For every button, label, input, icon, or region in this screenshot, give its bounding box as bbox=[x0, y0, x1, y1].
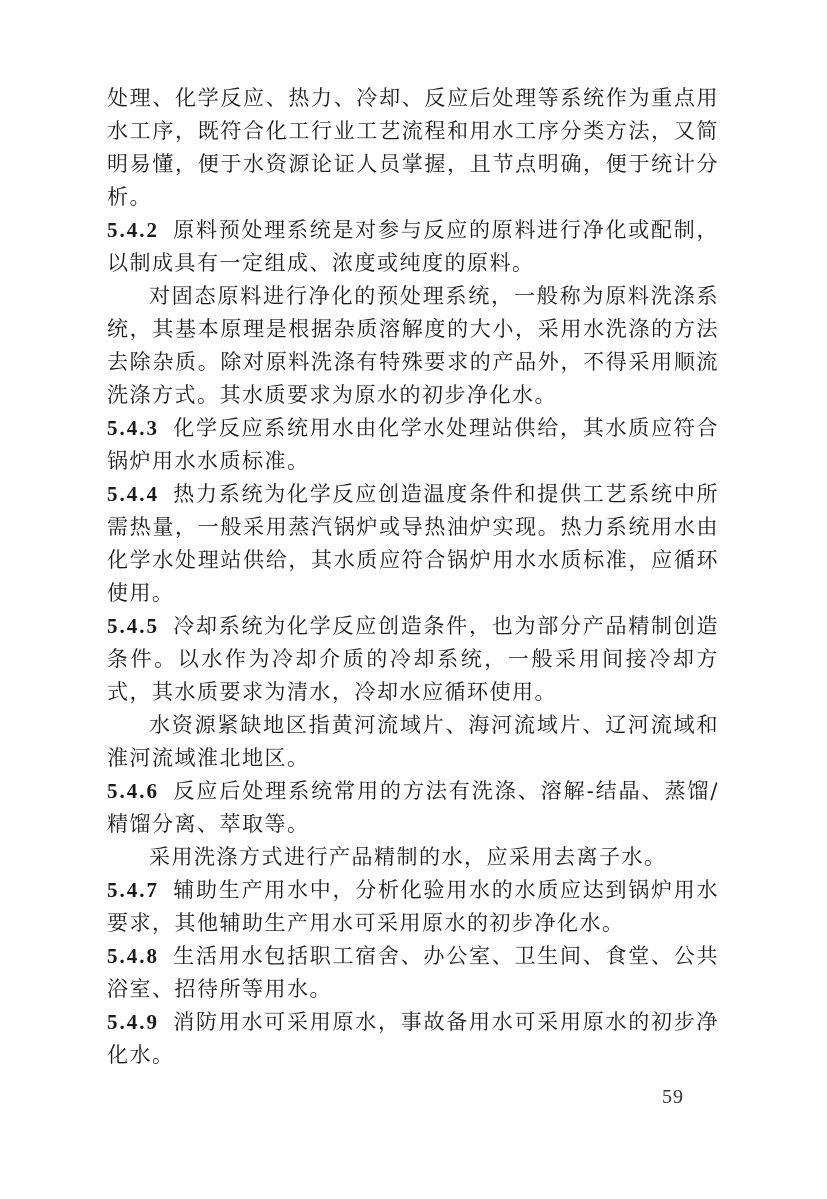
clause-5-4-3 bbox=[107, 412, 719, 478]
clause-number: 5.4.5 bbox=[107, 614, 159, 638]
clause-number: 5.4.9 bbox=[107, 1010, 159, 1034]
clause-text: 热力系统为化学反应创造温度条件和提供工艺系统中所需热量，一般采用蒸汽锅炉或导热油炉实现。热力系统用水由化学水处理站供给，其水质应符合锅炉用水水质标准，应循环使用。 bbox=[107, 482, 719, 605]
clause-number: 5.4.6 bbox=[107, 779, 159, 803]
clause-5-4-2 bbox=[107, 214, 719, 280]
paragraph-continuation: 处理、化学反应、热力、冷却、反应后处理等系统作为重点用水工序，既符合化工行业工艺流程和用水工序分类方法，又简明易懂，便于水资源论证人员掌握，且节点明确，便于统计分析。 bbox=[107, 86, 719, 209]
clause-5-4-9 bbox=[107, 1006, 719, 1072]
clause-number: 5.4.2 bbox=[107, 218, 159, 242]
document-body bbox=[107, 82, 719, 1072]
paragraph-deionized-water: 采用洗涤方式进行产品精制的水，应采用去离子水。 bbox=[149, 845, 667, 869]
clause-number: 5.4.4 bbox=[107, 482, 159, 506]
clause-5-4-4 bbox=[107, 478, 719, 610]
clause-text: 生活用水包括职工宿舍、办公室、卫生间、食堂、公共浴室、招待所等用水。 bbox=[107, 944, 719, 1001]
clause-5-4-8 bbox=[107, 940, 719, 1006]
paragraph-water-scarce-regions: 水资源紧缺地区指黄河流域片、海河流域片、辽河流域和淮河流域淮北地区。 bbox=[107, 713, 719, 770]
clause-5-4-5 bbox=[107, 610, 719, 709]
page-number: 59 bbox=[662, 1086, 684, 1108]
clause-text: 反应后处理系统常用的方法有洗涤、溶解-结晶、蒸馏/精馏分离、萃取等。 bbox=[107, 779, 719, 836]
clause-text: 化学反应系统用水由化学水处理站供给，其水质应符合锅炉用水水质标准。 bbox=[107, 416, 719, 473]
paragraph-raw-material-washing: 对固态原料进行净化的预处理系统，一般称为原料洗涤系统，其基本原理是根据杂质溶解度的大小，采用水洗涤的方法去除杂质。除对原料洗涤有特殊要求的产品外，不得采用顺流洗涤方式。其水质要求为原水的初步净化水。 bbox=[107, 284, 719, 407]
clause-text: 辅助生产用水中，分析化验用水的水质应达到锅炉用水要求，其他辅助生产用水可采用原水的初步净化水。 bbox=[107, 878, 719, 935]
clause-text: 原料预处理系统是对参与反应的原料进行净化或配制，以制成具有一定组成、浓度或纯度的原料。 bbox=[107, 218, 719, 275]
clause-5-4-6 bbox=[107, 775, 719, 841]
clause-number: 5.4.3 bbox=[107, 416, 159, 440]
clause-text: 消防用水可采用原水，事故备用水可采用原水的初步净化水。 bbox=[107, 1010, 719, 1067]
clause-5-4-7 bbox=[107, 874, 719, 940]
clause-number: 5.4.8 bbox=[107, 944, 159, 968]
clause-text: 冷却系统为化学反应创造条件，也为部分产品精制创造条件。以水作为冷却介质的冷却系统，一般采用间接冷却方式，其水质要求为清水，冷却水应循环使用。 bbox=[107, 614, 719, 704]
clause-number: 5.4.7 bbox=[107, 878, 159, 902]
